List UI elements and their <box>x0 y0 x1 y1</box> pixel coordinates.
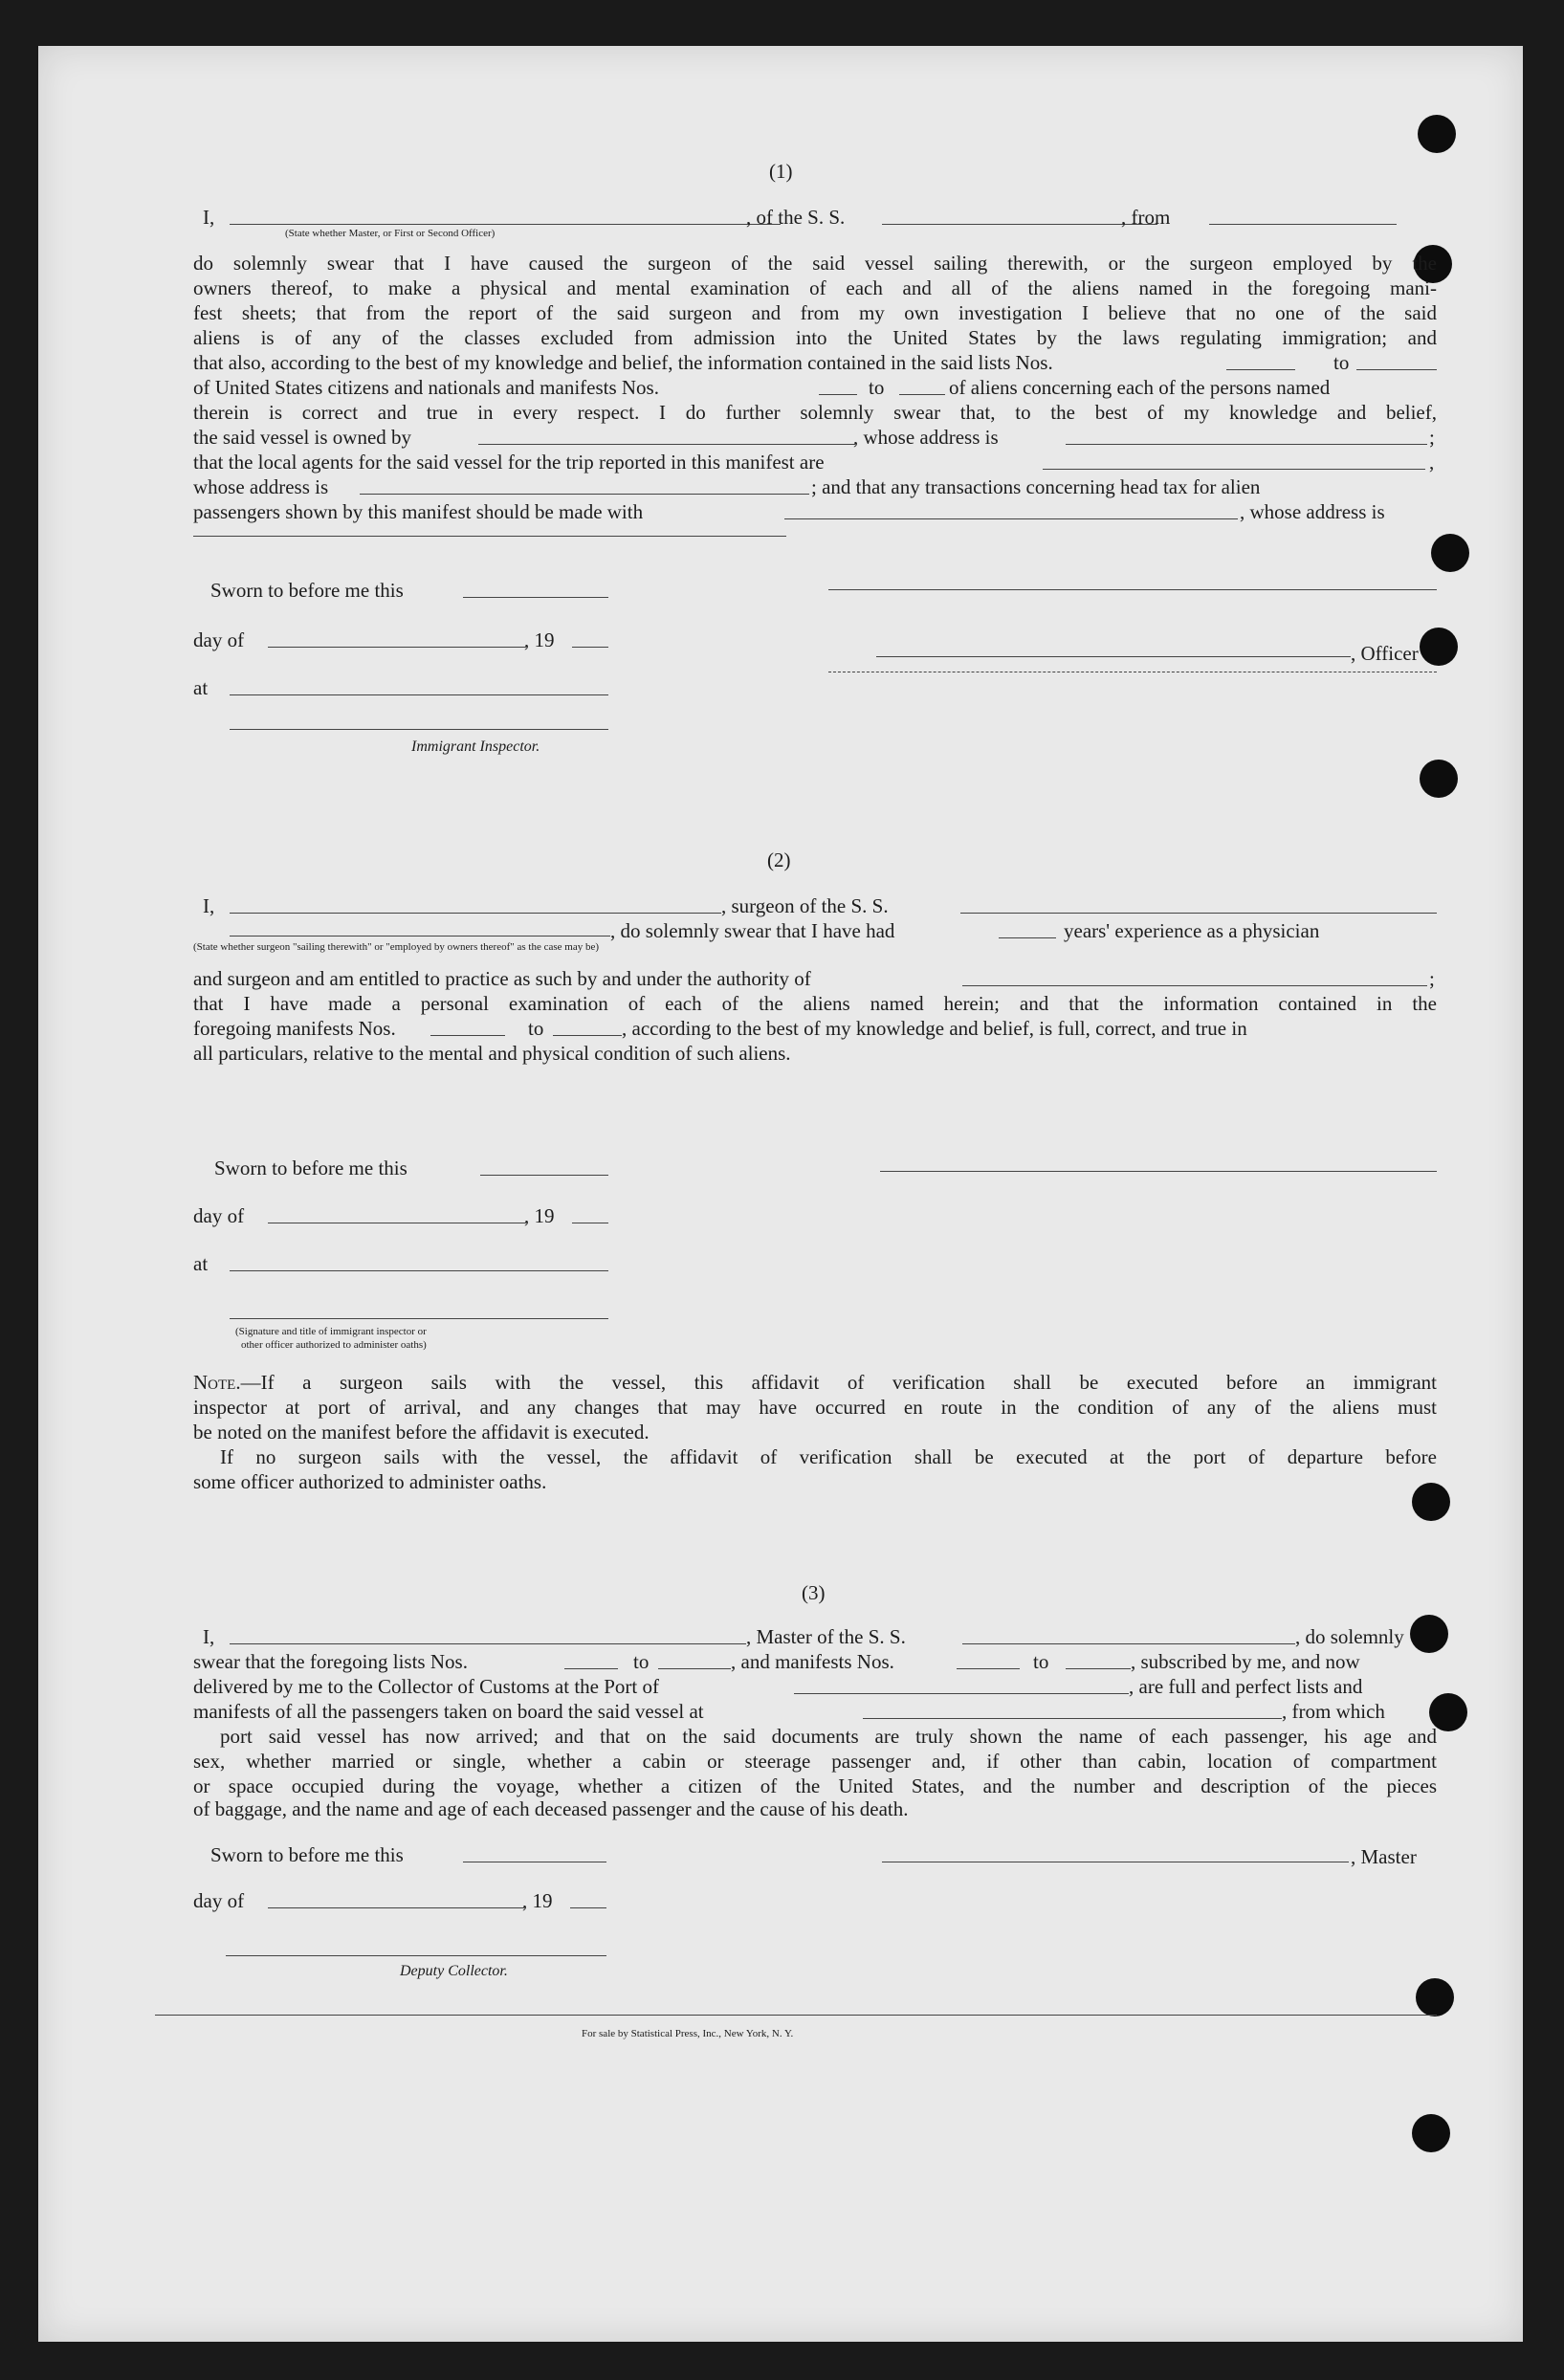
s1-line-8a: the said vessel is owned by <box>193 426 412 449</box>
s1-line-1: do solemnly swear that I have caused the surgeon of the said vessel sailing therewith, or the surgeon employed by the <box>193 252 1437 275</box>
s1-line-11a: passengers shown by this manifest should be made with <box>193 500 644 523</box>
s1-from: , from <box>1121 206 1171 229</box>
s3-line-4b: , from which <box>1282 1700 1385 1723</box>
s2-manifests-from-blank <box>430 1035 505 1036</box>
s1-line-5a: that also, according to the best of my knowledge and belief, the information contained in the said lists Nos. <box>193 351 1053 374</box>
s2-line-2a: , do solemnly swear that I have had <box>610 919 895 942</box>
s1-line-9b: , <box>1429 451 1435 474</box>
s3-nineteen: , 19 <box>522 1889 553 1912</box>
s2-inspector-line <box>880 1171 1437 1172</box>
s2-manifests-to-blank <box>553 1035 622 1036</box>
note-line-4: If no surgeon sails with the vessel, the affidavit of verification shall be executed at the port of departure before <box>220 1445 1437 1468</box>
s1-line-2: owners thereof, to make a physical and mental examination of each and all of the aliens named in the foregoing mani- <box>193 276 1437 299</box>
s1-line-3: fest sheets; that from the report of the said surgeon and from my own investigation I believe that no one of the said <box>193 301 1437 324</box>
s1-headtax-blank <box>784 518 1238 519</box>
s1-agents-address-blank <box>360 494 809 495</box>
s2-sworn-blank <box>480 1175 608 1176</box>
s1-line-8b: , whose address is <box>853 426 999 449</box>
s1-manifests-to-blank <box>899 394 945 395</box>
s1-day-blank <box>268 647 526 648</box>
s3-lists-from-blank <box>564 1668 618 1669</box>
s1-lists-to-blank <box>1356 369 1437 370</box>
s2-line-3a: and surgeon and am entitled to practice as such by and under the authority of <box>193 967 811 990</box>
s3-sworn: Sworn to before me this <box>210 1843 404 1866</box>
s1-officer: , Officer <box>1351 642 1419 665</box>
s1-line-6c: of aliens concerning each of the persons named <box>949 376 1331 399</box>
s2-state-note: (State whether surgeon "sailing therewith" or "employed by owners thereof" as the case may be) <box>193 941 600 953</box>
s1-line-4: aliens is of any of the classes excluded from admission into the United States by the laws regulating immigration; and <box>193 326 1437 349</box>
s3-line-2a: swear that the foregoing lists Nos. <box>193 1650 468 1673</box>
section-2-number: (2) <box>767 848 791 871</box>
s1-sworn: Sworn to before me this <box>210 579 404 602</box>
s1-line-11b: , whose address is <box>1240 500 1385 523</box>
s1-vessel-blank <box>882 224 1157 225</box>
s3-line-6: sex, whether married or single, whether a cabin or steerage passenger and, if other than cabin, location of compartment <box>193 1750 1437 1773</box>
s3-line-2e: , subscribed by me, and now <box>1131 1650 1360 1673</box>
s1-signature-blank <box>230 729 608 730</box>
s3-do-solemnly: , do solemnly <box>1295 1625 1404 1648</box>
s3-day-of: day of <box>193 1889 245 1912</box>
s2-years-blank <box>999 937 1056 938</box>
s1-line-6a: of United States citizens and nationals and manifests Nos. <box>193 376 659 399</box>
binder-hole <box>1416 1978 1454 2016</box>
binder-hole <box>1418 115 1456 153</box>
s2-line-2b: years' experience as a physician <box>1064 919 1320 942</box>
s3-name-blank <box>230 1643 746 1644</box>
s3-i-label: I, <box>203 1625 215 1648</box>
s1-owner-blank <box>478 444 855 445</box>
s1-nineteen: , 19 <box>524 628 555 651</box>
binder-hole <box>1431 534 1469 572</box>
s2-line-5b: to <box>528 1017 544 1040</box>
s2-sworn: Sworn to before me this <box>214 1157 408 1179</box>
s3-manifests-to-blank <box>1066 1668 1131 1669</box>
s2-line-4: that I have made a personal examination of each of the aliens named herein; and that the information contained in the <box>193 992 1437 1015</box>
s3-line-8: of baggage, and the name and age of each deceased passenger and the cause of his death. <box>193 1797 909 1820</box>
s2-status-blank <box>230 936 610 937</box>
s2-authority-blank <box>962 985 1427 986</box>
s3-year-blank <box>570 1907 606 1908</box>
s1-line-7: therein is correct and true in every respect. I do further solemnly swear that, to the best of my knowledge and belief, <box>193 401 1437 424</box>
s2-nineteen: , 19 <box>524 1204 555 1227</box>
binder-hole <box>1410 1615 1448 1653</box>
s3-day-blank <box>268 1907 524 1908</box>
s3-line-2c: , and manifests Nos. <box>731 1650 894 1673</box>
s3-lists-to-blank <box>658 1668 731 1669</box>
s3-boarded-at-blank <box>863 1718 1282 1719</box>
s1-signer: Immigrant Inspector. <box>411 738 540 755</box>
s2-signature-blank <box>230 1318 608 1319</box>
s3-line-4a: manifests of all the passengers taken on board the said vessel at <box>193 1700 704 1723</box>
s1-i-label: I, <box>203 206 215 229</box>
s3-line-2b: to <box>633 1650 650 1673</box>
s3-master-of: , Master of the S. S. <box>746 1625 906 1648</box>
s1-manifests-from-blank <box>819 394 857 395</box>
s1-at: at <box>193 676 209 699</box>
s1-sworn-blank <box>463 597 608 598</box>
s1-lists-from-blank <box>1226 369 1295 370</box>
s2-line-3b: ; <box>1429 967 1435 990</box>
s3-signer: Deputy Collector. <box>400 1963 508 1979</box>
s2-sig-note-1: (Signature and title of immigrant inspector or <box>235 1326 427 1337</box>
s2-at: at <box>193 1252 209 1275</box>
note-line-5: some officer authorized to administer oaths. <box>193 1470 547 1493</box>
s2-day-of: day of <box>193 1204 245 1227</box>
s1-officer-line-1 <box>828 589 1437 590</box>
s1-line-8c: ; <box>1429 426 1435 449</box>
binder-hole <box>1420 760 1458 798</box>
binder-hole <box>1420 628 1458 666</box>
s3-vessel-blank <box>962 1643 1295 1644</box>
s3-line-5: port said vessel has now arrived; and that on the said documents are truly shown the name of each passenger, his age and <box>220 1725 1437 1748</box>
s1-headtax-address-blank <box>193 536 786 537</box>
note-label: Note. <box>193 1371 241 1394</box>
s2-surgeon-of: , surgeon of the S. S. <box>721 894 889 917</box>
s1-at-blank <box>230 694 608 695</box>
s1-line-10b: ; and that any transactions concerning head tax for alien <box>811 475 1261 498</box>
s1-line-10a: whose address is <box>193 475 329 498</box>
document-page <box>38 46 1523 2342</box>
footer-rule <box>155 2015 1437 2016</box>
s2-line-5a: foregoing manifests Nos. <box>193 1017 396 1040</box>
s2-name-blank <box>230 913 721 914</box>
s1-of-ss: , of the S. S. <box>746 206 846 229</box>
s3-line-7: or space occupied during the voyage, whether a citizen of the United States, and the number and description of the pieces <box>193 1774 1437 1797</box>
s2-line-5c: , according to the best of my knowledge and belief, is full, correct, and true in <box>622 1017 1247 1040</box>
s2-at-blank <box>230 1270 608 1271</box>
s1-day-of: day of <box>193 628 245 651</box>
s1-state-note: (State whether Master, or First or Second Officer) <box>285 228 496 239</box>
note-line-1-text: —If a surgeon sails with the vessel, this affidavit of verification shall be executed before an immigrant <box>240 1371 1437 1394</box>
binder-hole <box>1412 2114 1450 2152</box>
binder-hole <box>1412 1483 1450 1521</box>
s1-from-blank <box>1209 224 1397 225</box>
s2-i-label: I, <box>203 894 215 917</box>
note-line-2: inspector at port of arrival, and any changes that may have occurred en route in the condition of any of the aliens must <box>193 1396 1437 1419</box>
s1-line-6b: to <box>869 376 885 399</box>
note-line-1 <box>193 1370 1437 1395</box>
s1-agents-blank <box>1043 469 1425 470</box>
s3-line-3a: delivered by me to the Collector of Customs at the Port of <box>193 1675 659 1698</box>
s3-manifests-from-blank <box>957 1668 1020 1669</box>
section-1-number: (1) <box>769 160 793 183</box>
footer-imprint: For sale by Statistical Press, Inc., New York, N. Y. <box>582 2028 794 2039</box>
s3-signature-blank <box>226 1955 606 1956</box>
s1-line-9a: that the local agents for the said vessel for the trip reported in this manifest are <box>193 451 825 474</box>
s2-line-6: all particulars, relative to the mental and physical condition of such aliens. <box>193 1042 791 1065</box>
s2-vessel-blank <box>960 913 1437 914</box>
s3-master: , Master <box>1351 1845 1417 1868</box>
s2-sig-note-2: other officer authorized to administer oaths) <box>241 1339 427 1351</box>
s1-officer-signature-blank <box>876 656 1351 657</box>
s1-name-blank <box>230 224 781 225</box>
s1-line-5b: to <box>1333 351 1350 374</box>
s3-line-3b: , are full and perfect lists and <box>1129 1675 1363 1698</box>
section-3-number: (3) <box>802 1581 826 1604</box>
s3-line-2d: to <box>1033 1650 1049 1673</box>
note-line-3: be noted on the manifest before the affidavit is executed. <box>193 1421 650 1443</box>
s1-owner-address-blank <box>1066 444 1427 445</box>
s1-year-blank <box>572 647 608 648</box>
s3-port-blank <box>794 1693 1129 1694</box>
